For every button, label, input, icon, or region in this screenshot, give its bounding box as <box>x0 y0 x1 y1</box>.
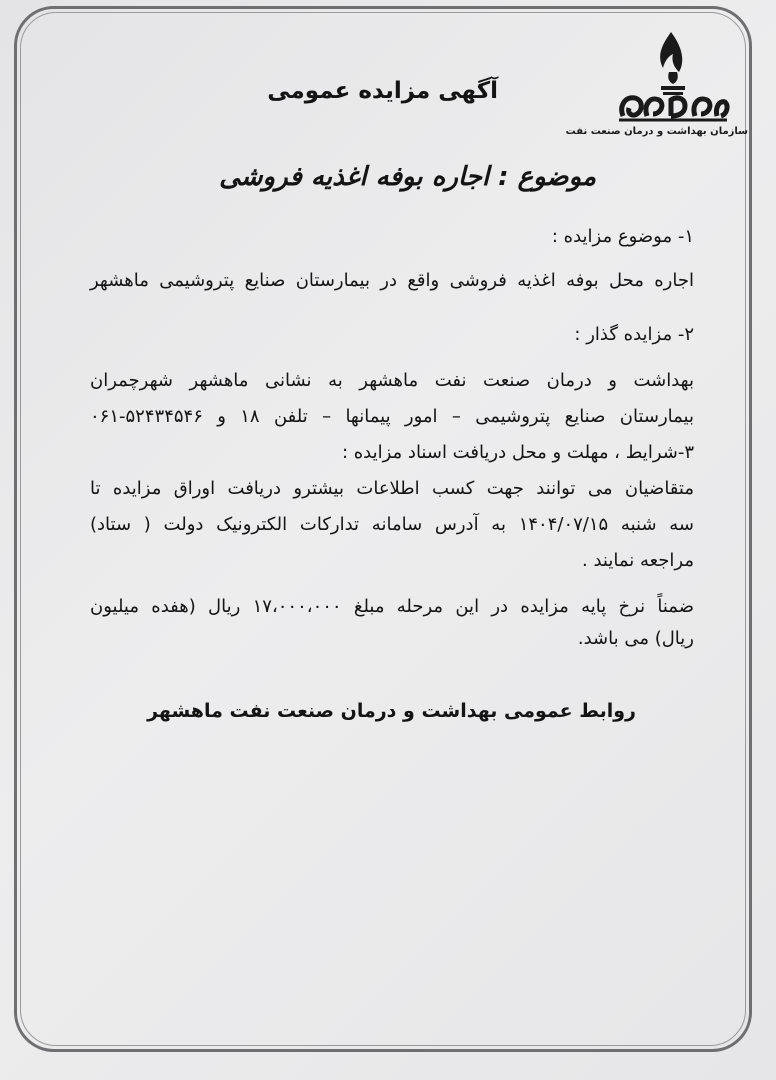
section-2-heading: ۲- مزایده گذار : <box>574 324 694 345</box>
section-3-line-5: ریال) می باشد. <box>577 628 694 649</box>
section-3-line-3: مراجعه نمایند . <box>582 550 694 571</box>
section-2-line-1: بهداشت و درمان صنعت نفت ماهشهر به نشانی ماهشهر شهرچمران <box>90 370 694 391</box>
page-title: آگهی مزایده عمومی <box>267 78 498 104</box>
subject-heading: موضوع : اجاره بوفه اغذیه فروشی <box>219 162 596 192</box>
signature-line: روابط عمومی بهداشت و درمان صنعت نفت ماهشهر <box>147 700 636 722</box>
section-3-line-2: سه شنبه ۱۴۰۴/۰۷/۱۵ به آدرس سامانه تدارکات الکترونیک دولت ( ستاد) <box>90 514 694 535</box>
section-1-heading: ۱- موضوع مزایده : <box>551 226 694 247</box>
section-3-line-1: متقاضیان می توانند جهت کسب اطلاعات بیشترو دریافت اوراق مزایده تا <box>90 478 694 499</box>
section-3-heading: ۳-شرایط ، مهلت و محل دریافت اسناد مزایده : <box>341 442 694 463</box>
section-3-line-4: ضمناً نرخ پایه مزایده در این مرحله مبلغ ۱۷،۰۰۰،۰۰۰ ریال (هفده میلیون <box>90 596 694 617</box>
section-2-line-2: بیمارستان صنایع پتروشیمی – امور پیمانها – تلفن ۱۸ و ۵۲۴۳۴۵۴۶-۰۶۱ <box>90 406 694 427</box>
logo-caption: سازمان بهداشت و درمان صنعت نفت <box>565 126 748 137</box>
section-1-text: اجاره محل بوفه اغذیه فروشی واقع در بیمارستان صنایع پتروشیمی ماهشهر <box>90 270 694 291</box>
organization-logo <box>565 28 748 148</box>
flame-logo-icon <box>613 28 733 124</box>
